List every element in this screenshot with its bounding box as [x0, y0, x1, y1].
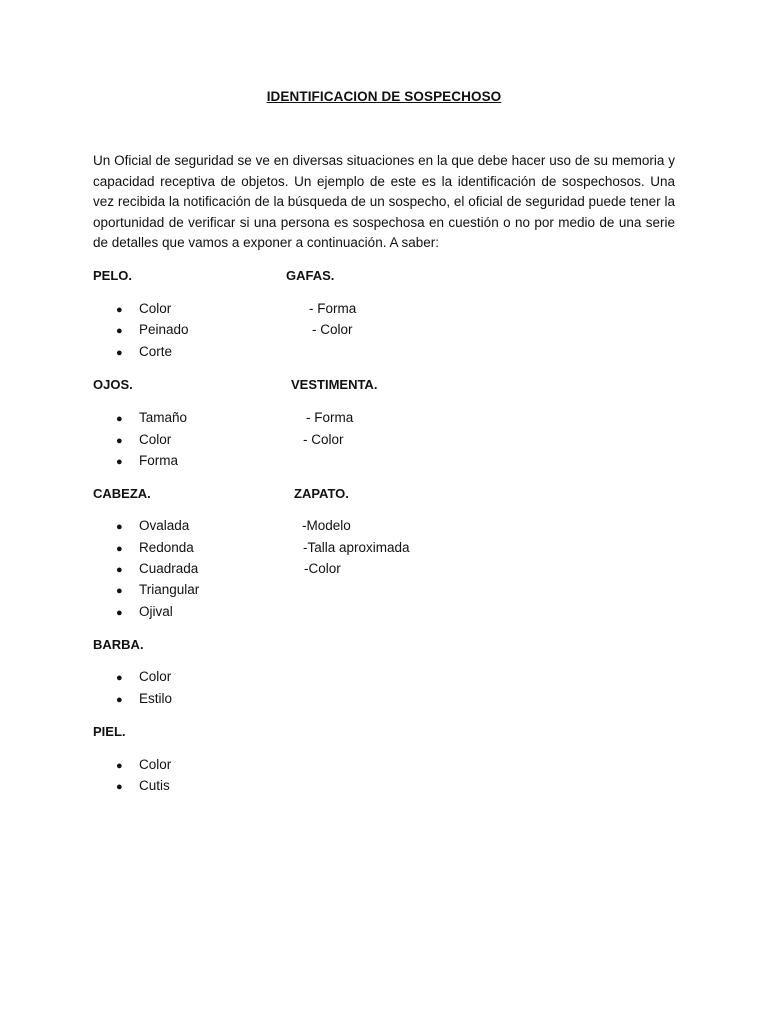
list-item-gafas: - Forma	[309, 301, 357, 316]
heading-cabeza: CABEZA.	[93, 486, 151, 501]
list-item-zapato: -Talla aproximada	[303, 540, 410, 555]
bullet-icon: ●	[116, 694, 123, 706]
list-item-barba: Color	[139, 669, 172, 684]
list-item-pelo: Peinado	[139, 322, 189, 337]
bullet-icon: ●	[116, 347, 123, 359]
intro-paragraph: Un Oficial de seguridad se ve en diversas situaciones en la que debe hacer uso de su memoria y capacidad receptiva de objetos. Un ejemplo de este es la identificación de sospechosos. Una vez recibida la notificación de la búsqueda de un sospecho, el oficial de seguridad puede tener la oportunidad de verificar si una persona es sospechosa en cuestión o no por medio de una serie de detalles que vamos a exponer a continuación. A saber:	[93, 153, 675, 251]
bullet-icon: ●	[116, 760, 123, 772]
heading-barba: BARBA.	[93, 637, 144, 652]
list-item-pelo: Corte	[139, 344, 173, 359]
bullet-icon: ●	[116, 564, 123, 576]
document-title: IDENTIFICACION DE SOSPECHOSO	[266, 89, 502, 104]
list-item-piel: Color	[139, 757, 172, 772]
bullet-icon: ●	[116, 325, 123, 337]
heading-pelo: PELO.	[93, 268, 133, 283]
list-item-cabeza: Cuadrada	[139, 561, 199, 576]
bullet-icon: ●	[116, 435, 123, 447]
list-item-ojos: Tamaño	[139, 410, 188, 425]
list-item-zapato: -Modelo	[302, 518, 351, 533]
bullet-icon: ●	[116, 543, 123, 555]
heading-zapato: ZAPATO.	[294, 486, 349, 501]
list-item-vestimenta: - Forma	[306, 410, 354, 425]
list-item-gafas: - Color	[312, 322, 353, 337]
bullet-icon: ●	[116, 585, 123, 597]
bullet-icon: ●	[116, 781, 123, 793]
list-item-cabeza: Ojival	[139, 604, 173, 619]
list-item-ojos: Color	[139, 432, 172, 447]
bullet-icon: ●	[116, 607, 123, 619]
list-item-piel: Cutis	[139, 778, 170, 793]
bullet-icon: ●	[116, 521, 123, 533]
list-item-cabeza: Triangular	[139, 582, 200, 597]
list-item-pelo: Color	[139, 301, 172, 316]
list-item-cabeza: Ovalada	[139, 518, 190, 533]
list-item-zapato: -Color	[304, 561, 341, 576]
list-item-barba: Estilo	[139, 691, 173, 706]
bullet-icon: ●	[116, 456, 123, 468]
bullet-icon: ●	[116, 304, 123, 316]
list-item-ojos: Forma	[139, 453, 179, 468]
list-item-vestimenta: - Color	[303, 432, 344, 447]
heading-piel: PIEL.	[93, 724, 126, 739]
heading-gafas: GAFAS.	[286, 268, 335, 283]
bullet-icon: ●	[116, 672, 123, 684]
list-item-cabeza: Redonda	[139, 540, 194, 555]
bullet-icon: ●	[116, 413, 123, 425]
heading-ojos: OJOS.	[93, 377, 133, 392]
heading-vestimenta: VESTIMENTA.	[291, 377, 378, 392]
